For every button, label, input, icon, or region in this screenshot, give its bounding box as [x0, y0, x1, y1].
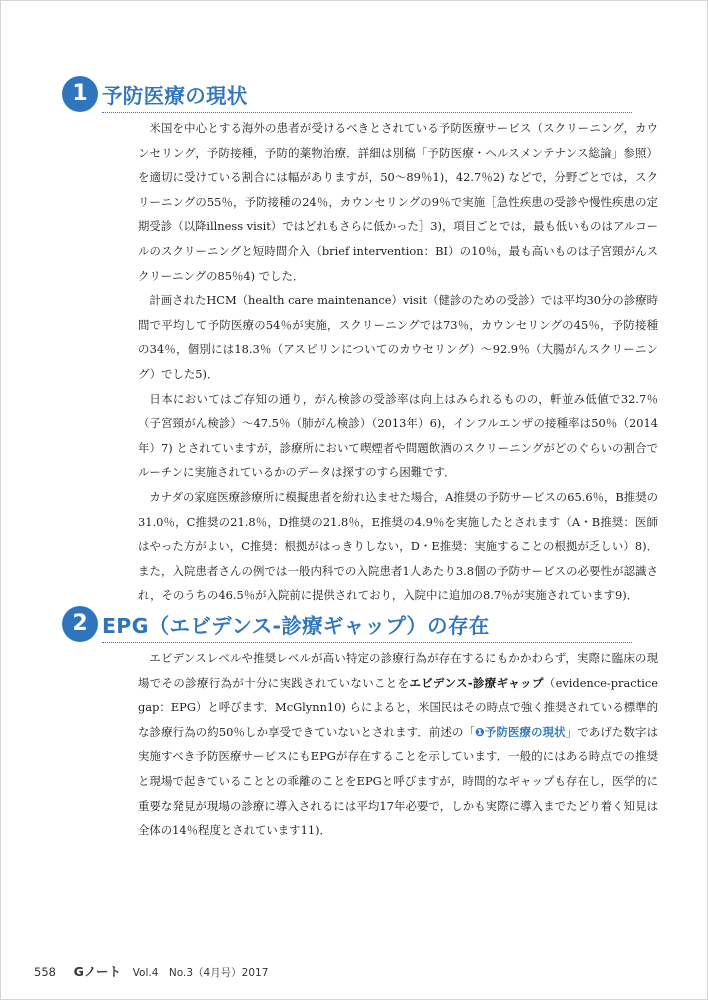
paragraph: 計画されたHCM（health care maintenance）visit（健診のための受診）では平均30分の診療時間で平均して予防医療の54％が実施，スクリーニングでは73％，カウンセリングの45％，予防接種の34％，個別には18.3％（アスピリンについてのカウセリング）～92.9％（大腸がんスクリーニング）でした5)． — [138, 293, 658, 381]
paragraph: 米国を中心とする海外の患者が受けるべきとされている予防医療サービス（スクリーニング，カウンセリング，予防接種，予防的薬物治療．詳細は別稿「予防医療・ヘルスメンテナンス総論」参照）を適切に受けている割合には幅がありますが，50～89％1)，42.7％2) などで，分野ごとでは，スクリーニングの55％，予防接種の24％，カウンセリングの9％で実施［急性疾患の受診や慢性疾患の定期受診（以降illness visit）ではどれもさらに低かった］3)，項目ごとでは，最も低いものはアルコールのスクリーニングと短時間介入（brief intervention：BI）の10％，最も高いものは子宮頸がんスクリーニングの85％4) でした． — [138, 121, 658, 283]
page-number: 558 — [34, 965, 56, 979]
journal-volume: Vol.4 No.3（4月号）2017 — [132, 967, 269, 979]
section-title: EPG（エビデンス-診療ギャップ）の存在 — [102, 614, 490, 638]
section-heading-1 — [62, 76, 632, 116]
section-number-badge: 2 — [62, 606, 98, 642]
section-heading-2 — [62, 606, 632, 646]
section-1-body — [138, 116, 658, 608]
paragraph-text: （evidence-practice gap：EPG）と呼びます．McGlynn10) らによると，米国民はその時点で強く推奨されている標準的な診療行為の約50％しか享受できていないとされます．前述の「 — [138, 675, 658, 739]
paragraph: 日本においてはご存知の通り，がん検診の受診率は向上はみられるものの，軒並み低値で32.7％（子宮頸がん検診）～47.5％（肺がん検診）（2013年）6)，インフルエンザの接種率は50％（2014年）7) とされていますが，診療所において喫煙者や問題飲酒のスクリーニングがどのぐらいの割合でルーチンに実施されているかのデータは探すのすら困難です． — [138, 391, 658, 480]
paragraph-text: エビデンスレベルや推奨レベルが高い特定の診療行為が存在するにもかかわらず，実際に臨床の現場でその診療行為が十分に実践されていないことを — [138, 651, 658, 690]
section-2-body — [138, 646, 658, 843]
journal-name: Gノート — [73, 964, 121, 979]
paragraph: カナダの家庭医療診療所に模擬患者を紛れ込ませた場合，A推奨の予防サービスの65.6％，B推奨の31.0％，C推奨の21.8％，D推奨の21.8％，E推奨の4.9％を実施したとされます（A・B推奨：医師はやった方がよい，C推奨：根拠がはっきりしない，D・E推奨：実施することの根拠が乏しい）8)．また，入院患者さんの例では一般内科での入院患者1人あたり3.8個の予防サービスの必要性が認識され，そのうちの46.5％が入院前に提供されており，入院中に追加の8.7％が実施されています9)． — [138, 489, 658, 603]
page-footer — [34, 962, 268, 980]
paragraph-text: 」であげた数字は実施すべき予防医療サービスにもEPGが存在することを示しています．一般的にはある時点での推奨と現場で起きていることとの乖離のことをEPGと呼びますが，時間的なギャップも存在し，医学的に重要な発見が現場の診療に導入されるには平均17年必要で，しかも実際に導入までたどり着く知見は全体の14％程度とされています11)． — [138, 724, 658, 838]
section-title: 予防医療の現状 — [102, 84, 248, 108]
section-number-badge: 1 — [62, 76, 98, 112]
paragraph — [138, 646, 658, 843]
section-cross-reference: ❶予防医療の現状 — [475, 724, 566, 739]
bold-term: エビデンス-診療ギャップ — [409, 675, 544, 690]
dotted-rule — [102, 642, 632, 643]
dotted-rule — [102, 112, 632, 113]
